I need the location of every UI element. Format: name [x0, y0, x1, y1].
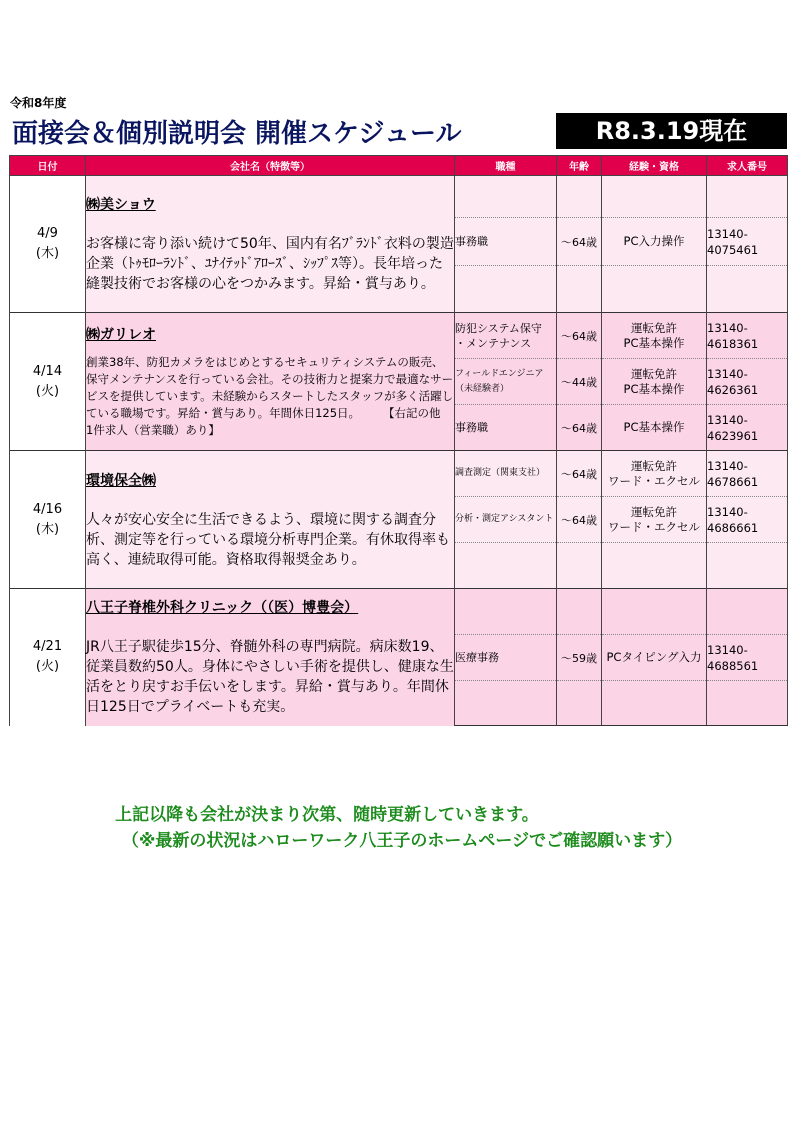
company-description: 人々が安心安全に生活できるよう、環境に関する調査分析、測定等を行っている環境分析専門企業。有休取得率も高く、連続取得可能。資格取得報奨金あり。: [86, 511, 450, 568]
age-limit: ～64歳: [557, 451, 602, 497]
job-number: 13140- 4688561: [707, 635, 788, 681]
table-header-row: [10, 156, 788, 176]
company-description: 創業38年、防犯カメラをはじめとするセキュリティシステムの販売、保守メンテナンスを行っている会社。その技術力と提案力で最適なサービスを提供しています。未経験からスタートしたスタッフが多く活躍している職場です。昇給・賞与あり。年間休日125日。 【右記の他 1件求人（営業職）あり】: [86, 355, 454, 437]
job-number: 13140- 4623961: [707, 405, 788, 451]
job-title: 防犯システム保守 ・メンテナンス: [455, 313, 557, 359]
job-title: 分析・測定アシスタント: [455, 497, 557, 543]
job-title: 医療事務: [455, 635, 557, 681]
company-description: JR八王子駅徒歩15分、脊髄外科の専門病院。病床数19、従業員数約50人。身体にやさしい手術を提供し、健康な生活をとり戻すお手伝いをします。昇給・賞与あり。年間休日125日でプライベートも充実。: [86, 639, 454, 716]
qualification: 運転免許 ワード・エクセル: [602, 451, 707, 497]
job-number: 13140- 4626361: [707, 359, 788, 405]
col-header-qualification: 経験・資格: [602, 156, 707, 176]
fiscal-year: 令和8年度: [10, 96, 67, 110]
age-limit: ～64歳: [557, 218, 602, 266]
table-row: [10, 589, 788, 635]
job-number: 13140- 4678661: [707, 451, 788, 497]
company-name[interactable]: ㈱美ショウ: [86, 197, 156, 213]
table-row: [10, 313, 788, 359]
job-number: 13140- 4686661: [707, 497, 788, 543]
age-limit: ～64歳: [557, 405, 602, 451]
job-title: フィールドエンジニア （未経験者）: [455, 359, 557, 405]
qualification: 運転免許 ワード・エクセル: [602, 497, 707, 543]
company-cell: [86, 176, 455, 313]
job-title: 調査測定（関東支社）: [455, 451, 557, 497]
event-date: 4/16 (木): [10, 451, 86, 589]
col-header-age: 年齢: [557, 156, 602, 176]
col-header-job-number: 求人番号: [707, 156, 788, 176]
event-date: 4/14 (火): [10, 313, 86, 451]
qualification: 運転免許 PC基本操作: [602, 313, 707, 359]
job-title: 事務職: [455, 405, 557, 451]
event-date: 4/21 (火): [10, 589, 86, 726]
job-number: 13140- 4618361: [707, 313, 788, 359]
age-limit: ～44歳: [557, 359, 602, 405]
col-header-date: 日付: [10, 156, 86, 176]
qualification: PCタイピング入力: [602, 635, 707, 681]
qualification: PC基本操作: [602, 405, 707, 451]
age-limit: ～59歳: [557, 635, 602, 681]
footer-note-update: 上記以降も会社が決まり次第、随時更新していきます。: [115, 805, 539, 825]
col-header-job: 職種: [455, 156, 557, 176]
qualification: 運転免許 PC基本操作: [602, 359, 707, 405]
qualification: PC入力操作: [602, 218, 707, 266]
company-cell: [86, 451, 455, 589]
as-of-badge: R8.3.19現在: [556, 113, 787, 149]
company-name[interactable]: 環境保全㈱: [86, 472, 156, 489]
company-cell: [86, 313, 455, 451]
event-date: 4/9 (木): [10, 176, 86, 313]
page-title: 面接会＆個別説明会 開催スケジュール: [12, 119, 462, 149]
table-row: [10, 451, 788, 497]
col-header-company: 会社名（特徴等）: [86, 156, 455, 176]
job-title: 事務職: [455, 218, 557, 266]
job-number: 13140- 4075461: [707, 218, 788, 266]
company-cell: [86, 589, 455, 726]
company-name[interactable]: 八王子脊椎外科クリニック（（医）博豊会）: [86, 600, 359, 617]
footer-note-homepage: （※最新の状況はハローワーク八王子のホームページでご確認願います）: [121, 831, 683, 851]
age-limit: ～64歳: [557, 497, 602, 543]
schedule-table: [9, 155, 788, 726]
company-description: お客様に寄り添い続けて50年、国内有名ﾌﾞﾗﾝﾄﾞ衣料の製造企業（ﾄｩﾓﾛｰﾗﾝﾄﾞ、ﾕﾅｲﾃｯﾄﾞｱﾛｰｽﾞ、ｼｯﾌﾟｽ等）。長年培った縫製技術でお客様の心をつかみます。昇給・賞与あり。: [86, 236, 454, 292]
company-name[interactable]: ㈱ガリレオ: [86, 327, 156, 343]
age-limit: ～64歳: [557, 313, 602, 359]
table-row: [10, 176, 788, 218]
